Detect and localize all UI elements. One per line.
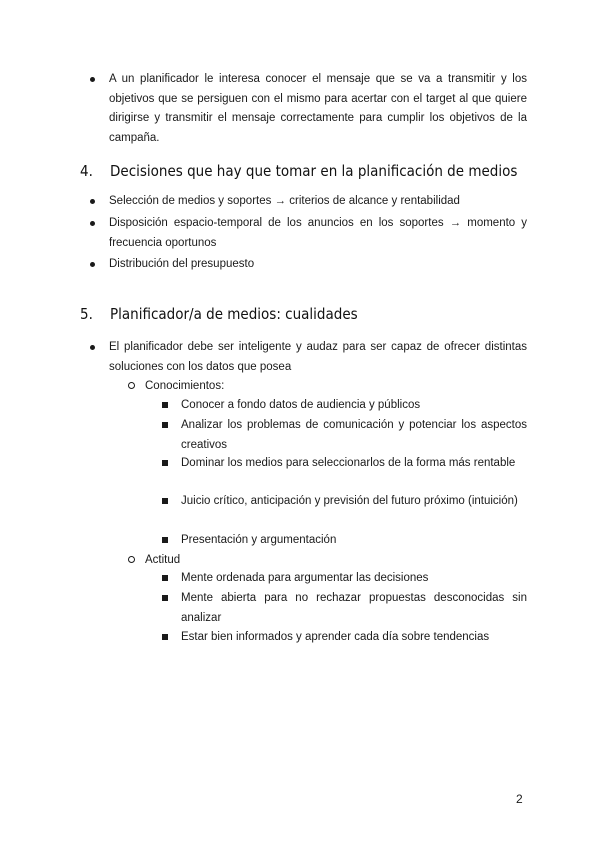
section-4-title: Decisiones que hay que tomar en la planificación de medios — [110, 162, 518, 180]
bullet-dot-icon — [90, 214, 95, 234]
bullet-dot-icon — [90, 70, 95, 90]
bullet-circle-icon — [128, 551, 135, 571]
bullet-square-icon — [162, 416, 168, 436]
bullet-dot-icon — [90, 338, 95, 358]
group-label-conocimientos: Conocimientos: — [145, 380, 225, 392]
bullet-circle-icon — [128, 377, 135, 397]
section-4-item: Selección de medios y soportes → criterios de alcance y rentabilidad — [109, 195, 460, 207]
conocimientos-item: Conocer a fondo datos de audiencia y públicos — [181, 399, 421, 411]
section-5-number: 5. — [80, 305, 93, 323]
section-4-number: 4. — [80, 162, 93, 180]
actitud-item: Mente abierta para no rechazar propuestas desconocidas sin analizar — [181, 592, 527, 624]
conocimientos-item: Presentación y argumentación — [181, 534, 337, 546]
conocimientos-item: Dominar los medios para seleccionarlos de la forma más rentable — [181, 457, 516, 469]
bullet-square-icon — [162, 396, 168, 416]
intro-paragraph: A un planificador le interesa conocer el mensaje que se va a transmitir y los objetivos que se persiguen con el mismo para acertar con el target al que quiere dirigirse y transmitir el mensaje correctamente para cumplir los objetivos de la campaña. — [109, 73, 527, 144]
section-4-item: Distribución del presupuesto — [109, 258, 255, 270]
section-5-title: Planificador/a de medios: cualidades — [110, 305, 358, 323]
conocimientos-item: Analizar los problemas de comunicación y potenciar los aspectos creativos — [181, 419, 527, 451]
bullet-square-icon — [162, 454, 168, 474]
bullet-square-icon — [162, 492, 168, 512]
bullet-square-icon — [162, 589, 168, 609]
group-label-actitud: Actitud — [145, 554, 181, 566]
bullet-square-icon — [162, 531, 168, 551]
conocimientos-item: Juicio crítico, anticipación y previsión del futuro próximo (intuición) — [181, 495, 518, 507]
bullet-square-icon — [162, 628, 168, 648]
bullet-dot-icon — [90, 255, 95, 275]
bullet-dot-icon — [90, 192, 95, 212]
section-4-item: Disposición espacio-temporal de los anuncios en los soportes → momento y frecuencia oportunos — [109, 217, 527, 249]
actitud-item: Estar bien informados y aprender cada día sobre tendencias — [181, 631, 490, 643]
bullet-square-icon — [162, 569, 168, 589]
page-number: 2 — [516, 792, 523, 806]
section-5-main-item: El planificador debe ser inteligente y audaz para ser capaz de ofrecer distintas soluciones con los datos que posea — [109, 341, 527, 373]
actitud-item: Mente ordenada para argumentar las decisiones — [181, 572, 429, 584]
